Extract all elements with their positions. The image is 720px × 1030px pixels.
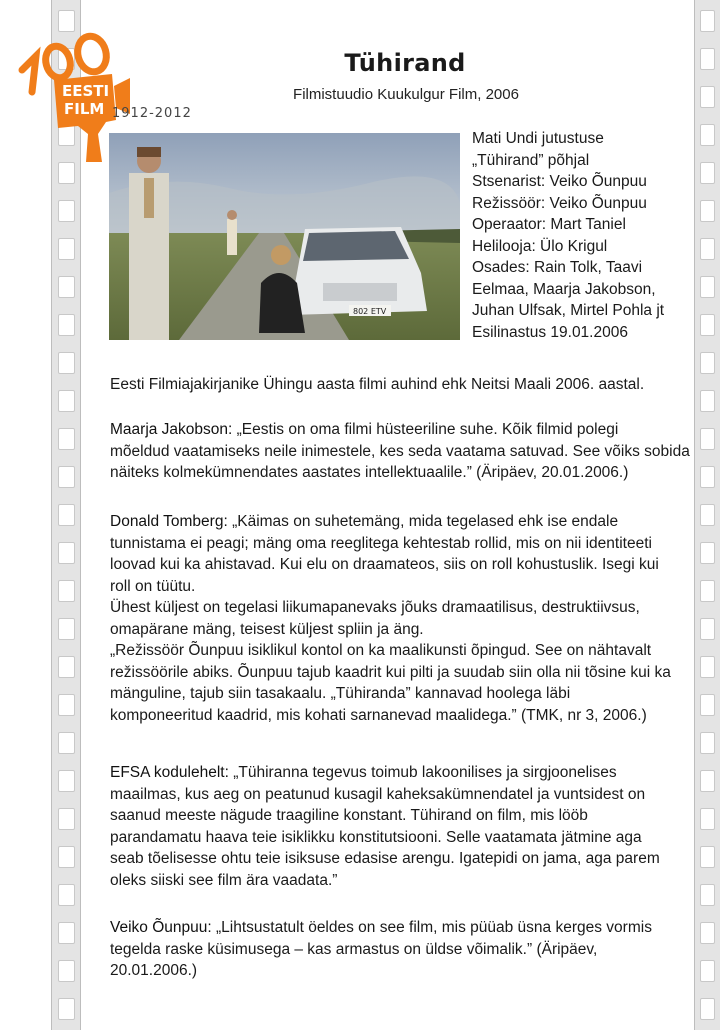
film-strip-hole [58,390,75,412]
film-strip-hole [58,884,75,906]
film-strip-hole [700,656,715,678]
film-strip-hole [58,770,75,792]
text-line: mõeldud vaatamiseks neile inimestele, kes seda vaatama satuvad. See võiks sobida [110,442,690,460]
quote-author-label: Veiko Õunpuu: [110,919,212,936]
logo-years: 1912-2012 [112,106,192,121]
credit-line: Juhan Ulfsak, Mirtel Pohla jt [472,302,665,319]
text-line: roll on tüütu. [110,577,196,595]
film-strip-hole [700,960,715,982]
film-strip-hole [58,732,75,754]
text-line: 20.01.2006.) [110,962,198,979]
text-line: komponeeritud kaadrid, mis kohati sarnanevad maalidega.” (TMK, nr 3, 2006.) [110,706,647,724]
film-strip-hole [700,428,715,450]
credit-line: Eelmaa, Maarja Jakobson, [472,280,656,298]
quote-maarja-jakobson [110,419,700,484]
film-strip-hole [58,846,75,868]
film-strip-hole [58,542,75,564]
page-title: Tühirand [344,49,466,77]
film-strip-hole [58,238,75,260]
text-line: parandamatu haava teie isiklikku konstitutsiooni. Selle vaatamata jätmine aga [110,828,642,846]
film-strip-hole [700,238,715,260]
credit-line: Operaator: Mart Taniel [472,216,626,233]
text-line: näiteks kolmekümnendates aastates intellektuaalile.” (Äripäev, 20.01.2006.) [110,464,629,481]
film-strip-hole [700,694,715,716]
quote-veiko-ounpuu [110,917,700,982]
quote-author-label: EFSA kodulehelt: [110,764,229,781]
text-line: režissöörile abiks. Õunpuu tajub kaadrit kui pilti ja suudab siin olla nii tõsine kui ka [110,663,671,681]
film-strip-hole [700,922,715,944]
text-line: mänguline, tajub siin tasakaalu. „Tühiranda” kannavad hoolega läbi [110,685,571,702]
credits-list [472,128,702,343]
quote-efsa [110,762,700,891]
credit-line: Režissöör: Veiko Õunpuu [472,194,647,212]
film-strip-hole [58,428,75,450]
film-strip-hole [700,162,715,184]
text-line: EFSA kodulehelt: „Tühiranna tegevus toimub lakoonilises ja sirgjoonelises [110,764,617,781]
text-line: saanud meeste nägude traagiline konstant. Tühirand on film, mis lööb [110,807,588,824]
film-strip-hole [58,504,75,526]
film-strip-hole [700,808,715,830]
film-strip-hole [700,314,715,336]
quote-author-label: Donald Tomberg: [110,513,228,530]
film-strip-hole [700,542,715,564]
credit-line: „Tühirand” põhjal [472,151,590,169]
film-strip-hole [58,960,75,982]
film-strip-hole [700,504,715,526]
text-line: Veiko Õunpuu: „Lihtsustatult öeldes on see film, mis püüab üsna kerges vormis [110,919,652,936]
text-line: maailmas, kus aeg on peatunud kusagil kaheksakümnendatel ja vuntsidest on [110,785,646,803]
film-strip-hole [700,770,715,792]
film-strip-hole [700,618,715,640]
award-paragraph [110,374,700,396]
film-strip-hole [700,998,715,1020]
logo-line2: FILM [64,100,105,118]
text-line: tunnistama ei peagi; mäng oma reeglitega kehtestab rollid, mis on nii identiteeti [110,534,652,552]
film-strip-hole [58,656,75,678]
text-line: seab tõelisesse ohtu teie isiksuse edasise arengu. Igatepidi on jama, aga parem [110,850,660,867]
text-line: Ühest küljest on tegelasi liikumapanevaks jõuks dramaatilisus, destruktiivsus, [110,599,640,616]
film-strip-hole [700,124,715,146]
film-strip-hole [58,466,75,488]
text-line: Eesti Filmiajakirjanike Ühingu aasta filmi auhind ehk Neitsi Maali 2006. aastal. [110,376,645,393]
film-strip-hole [700,276,715,298]
film-strip-hole [700,352,715,374]
film-strip-hole [700,200,715,222]
film-strip-hole [58,694,75,716]
credit-line: Helilooja: Ülo Krigul [472,237,608,255]
quote-author-label: Maarja Jakobson: [110,421,233,438]
film-strip-hole [700,466,715,488]
film-strip-hole [58,200,75,222]
film-strip-hole [58,998,75,1020]
text-line: Maarja Jakobson: „Eestis on oma filmi hüsteeriline suhe. Kõik filmid polegi [110,421,619,438]
film-strip-hole [58,314,75,336]
film-strip-hole [58,808,75,830]
text-line: loovad kui ka ahistavad. Kui elu on draamateos, siis on roll kohustuslik. Isegi kui [110,556,659,573]
credit-line: Mati Undi jutustuse [472,130,604,147]
film-still-image [109,133,460,340]
film-strip-hole [58,580,75,602]
text-line: „Režissöör Õunpuu isiklikul kontol on ka maalikunsti õpingud. See on nähtavalt [110,642,652,659]
film-strip-hole [700,732,715,754]
film-strip-hole [58,352,75,374]
film-strip-hole [700,10,715,32]
text-line: tegelda raske küsimusega – kas armastus on üldse võimalik.” (Äripäev, [110,940,598,958]
film-strip-hole [700,846,715,868]
film-strip-hole [58,276,75,298]
text-line: omapärane mäng, teisest küljest spliin ja äng. [110,620,424,638]
text-line: oleks siiski see film ära vaadata.” [110,871,338,889]
film-strip-hole [58,922,75,944]
film-strip-hole [700,884,715,906]
page-subtitle: Filmistuudio Kuukulgur Film, 2006 [293,86,519,103]
logo-line1: EESTI [62,82,110,100]
credit-line: Esilinastus 19.01.2006 [472,323,628,341]
film-strip-hole [700,390,715,412]
car-plate: 802 ETV [353,307,387,316]
film-strip-hole [58,618,75,640]
credit-line: Stsenarist: Veiko Õunpuu [472,173,647,190]
quote-donald-tomberg [110,511,700,726]
credit-line: Osades: Rain Tolk, Taavi [472,259,643,276]
text-line: Donald Tomberg: „Käimas on suhetemäng, mida tegelased ehk ise endale [110,513,619,530]
film-strip-hole [700,580,715,602]
